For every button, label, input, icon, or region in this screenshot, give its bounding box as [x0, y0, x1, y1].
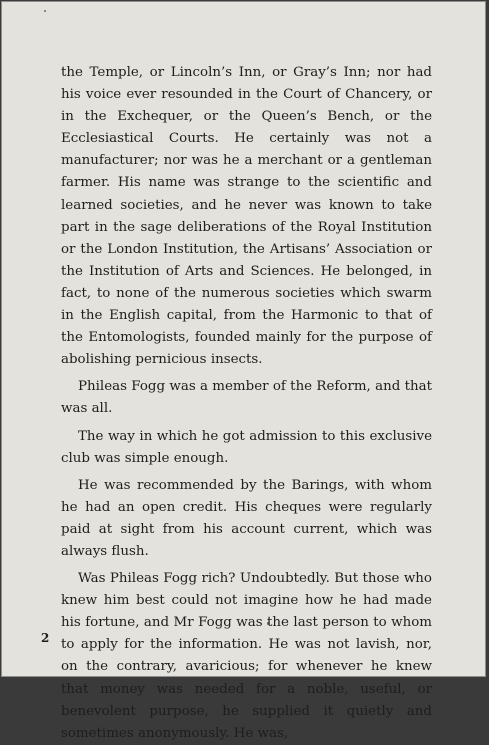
paragraph: The way in which he got admission to this exclusive club was simple enough. [61, 428, 432, 466]
paragraph-continuation: the Temple, or Lincoln’s Inn, or Gray’s Inn; nor had his voice ever resounded in the Court of Chancery, or in the Exchequer, or the Queen’s Bench, or the Ecclesiastical Courts. He certainly was not a manufacturer; nor was he a merchant or a gentleman farmer. His name was strange to the scientific and learned societies, and he never was known to take part in the sage deliberations of the Royal Institution or the London Institution, the Artisans’ Association or the Institution of Arts and Sciences. He belonged, in fact, to none of the numerous societies which swarm in the English capital, from the Harmonic to that of the Entomologists, founded mainly for the purpose of abolishing pernicious insects. [61, 65, 432, 368]
body-text [61, 62, 432, 745]
paper-speck [44, 10, 46, 12]
page-number: 2 [41, 631, 50, 645]
book-page [1, 1, 486, 741]
paragraph: He was recommended by the Barings, with whom he had an open credit. His cheques were regularly paid at sight from his account current, which was always flush. [61, 477, 432, 559]
paragraph: Phileas Fogg was a member of the Reform, and that was all. [61, 379, 432, 417]
paragraph: Was Phileas Fogg rich? Undoubtedly. But those who knew him best could not imagine how he had made his fortune, and Mr Fogg was the last person to whom to apply for the information. He was not lavish, nor, on the contrary, avaricious; for whenever he knew that money was needed for a noble, useful, or benevolent purpose, he supplied it quietly and sometimes anonymously. He was, [61, 571, 432, 741]
